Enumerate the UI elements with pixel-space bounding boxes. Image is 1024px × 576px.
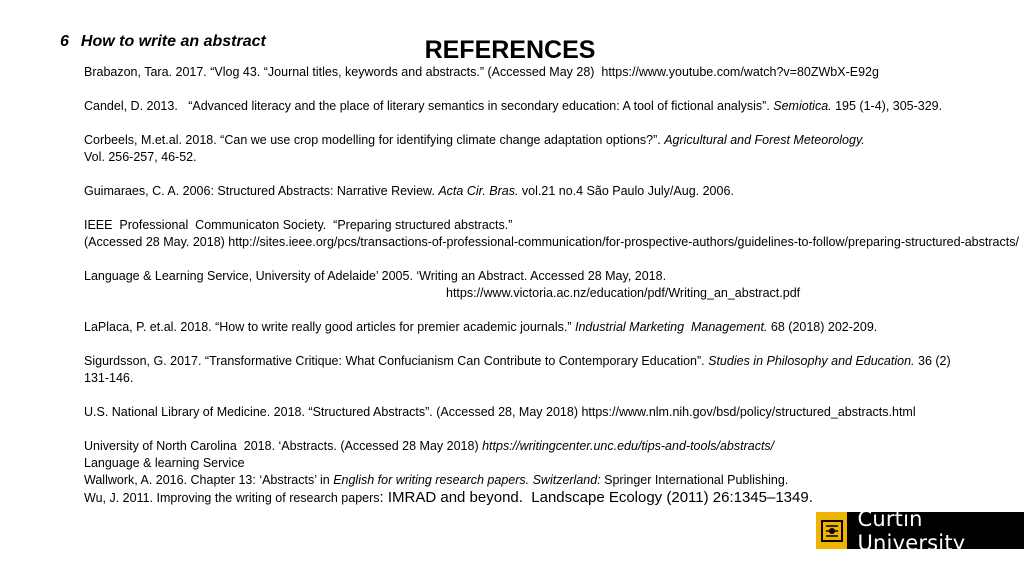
reference-entry [84,268,1019,302]
reference-entry [84,353,1019,387]
reference-text: : IMRAD and beyond. Landscape Ecology (2011) 26:1345–1349. [379,489,813,506]
reference-text: Sigurdsson, G. 2017. “Transformative Critique: What Confucianism Can Contribute to Contemporary Education”. [84,354,709,368]
reference-entry [84,183,1019,200]
section-title: How to write an abstract [80,33,266,50]
reference-text: 68 (2018) 202-209. [767,320,878,334]
reference-entry [84,132,1019,166]
reference-entry [84,64,1019,81]
reference-text: 195 (1-4), 305-329. [831,99,943,113]
reference-text: Language & Learning Service, University of Adelaide’ 2005. ‘Writing an Abstract. Accessed 28 May, 2018. [84,269,667,283]
reference-url: https://www.victoria.ac.nz/education/pdf/Writing_an_abstract.pdf [446,286,801,300]
reference-entry [84,438,1019,472]
reference-text: Acta Cir. Bras. [438,184,519,198]
reference-text: 36 (2) 131-146. [84,354,951,385]
university-crest-icon [816,512,847,549]
reference-entry [84,98,1019,115]
reference-text: Candel, D. 2013. “Advanced literacy and the place of literary semantics in secondary education: A tool of fictional analysis”. [84,99,774,113]
reference-text: IEEE Professional Communicaton Society. “Preparing structured abstracts.” (Accessed 28 May. 2018) http://sites.ieee.org/pcs/transactions-of-professional-communication/for-prospective-authors/guidelines-to-follow/preparing-structured-abstracts/ [84,218,1019,249]
reference-entry [84,404,1019,421]
reference-text: Wu, J. 2011. Improving the writing of research papers [84,491,380,505]
reference-list [84,64,1019,507]
reference-text: Semiotica. [773,99,832,113]
reference-entry [84,319,1019,336]
university-name: Curtin University [857,506,966,555]
reference-text: Language & learning Service [84,456,245,470]
reference-text: Springer International Publishing. [600,473,789,487]
reference-entry [84,472,1019,489]
reference-text: Vol. 256-257, 46-52. [84,150,197,164]
reference-text: vol.21 no.4 São Paulo July/Aug. 2006. [518,184,734,198]
reference-text: Corbeels, M.et.al. 2018. “Can we use crop modelling for identifying climate change adaptation options?”. [84,133,665,147]
reference-text: English for writing research papers. Switzerland: [333,473,601,487]
section-number: 6 [60,33,69,50]
reference-text: Industrial Marketing Management. [574,320,768,334]
reference-entry [84,489,1019,507]
reference-text: Agricultural and Forest Meteorology. [664,133,865,147]
reference-text: Brabazon, Tara. 2017. “Vlog 43. “Journal titles, keywords and abstracts.” (Accessed May 28) https://www.youtube.com/watch?v=80ZWbX-E92g [84,65,879,79]
page-title [0,36,1020,65]
curtin-logo [816,506,1024,555]
reference-text: Studies in Philosophy and Education. [708,354,915,368]
page-title-text: REFERENCES [424,36,596,64]
reference-text: Wallwork, A. 2016. Chapter 13: ‘Abstracts’ in [84,473,334,487]
reference-text: Guimaraes, C. A. 2006: Structured Abstracts: Narrative Review. [84,184,439,198]
reference-text: LaPlaca, P. et.al. 2018. “How to write really good articles for premier academic journals.” [84,320,575,334]
reference-entry [84,217,1019,251]
reference-text: https://writingcenter.unc.edu/tips-and-tools/abstracts/ [482,439,775,453]
reference-text: University of North Carolina 2018. ‘Abstracts. (Accessed 28 May 2018) [84,439,483,453]
reference-text: U.S. National Library of Medicine. 2018. “Structured Abstracts”. (Accessed 28, May 2018) https://www.nlm.nih.gov/bsd/policy/structured_abstracts.html [84,405,916,419]
